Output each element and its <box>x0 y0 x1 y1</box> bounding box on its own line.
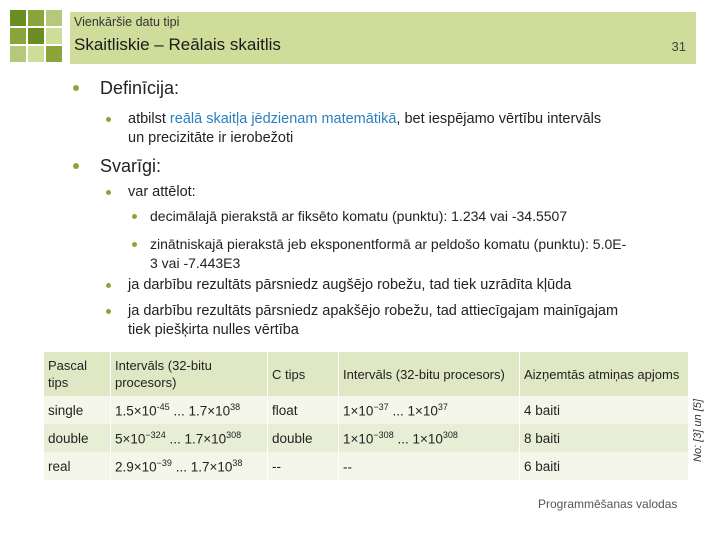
bullet-decimal <box>150 207 567 226</box>
table-cell: -- <box>268 452 339 480</box>
table-cell: 8 baiti <box>520 424 689 452</box>
table-cell: single <box>44 396 111 424</box>
table-header-row <box>44 352 688 396</box>
slide-subtitle: Vienkāršie datu tipi <box>74 15 180 29</box>
important-label: Svarīgi: <box>100 156 162 176</box>
bullet-overflow <box>128 276 571 295</box>
bullet-underflow <box>128 302 688 340</box>
table-cell: $1.5\times 10^{-45}$ ... $1.7\times 10^{38}$ <box>111 396 268 424</box>
table-cell: float <box>268 396 339 424</box>
definition-label: Definīcija: <box>100 78 180 98</box>
bullet-icon <box>132 214 137 219</box>
bullet-important <box>100 156 161 177</box>
types-table <box>44 352 688 480</box>
bullet-icon <box>106 117 111 122</box>
definition-text-pre: atbilst <box>128 111 170 127</box>
table-row <box>44 452 688 480</box>
table-header-cell: Intervāls (32-bitu procesors) <box>339 352 520 396</box>
table-cell: $5\times 10^{-324}$ ... $1.7\times 10^{308}$ <box>111 424 268 452</box>
bullet-definition <box>100 78 179 99</box>
underflow-line2: tiek piešķirta nulles vērtība <box>128 322 299 338</box>
table-cell: double <box>44 424 111 452</box>
underflow-line1: ja darbību rezultāts pārsniedz apakšējo robežu, tad attiecīgajam mainīgajam <box>128 303 619 319</box>
table-row <box>44 424 688 452</box>
bullet-icon <box>106 309 111 314</box>
slide-title: Skaitliskie – Reālais skaitlis <box>74 35 281 54</box>
decimal-notation-text: decimālajā pierakstā ar fiksēto komatu (punktu): 1.234 vai -34.5507 <box>150 208 568 224</box>
table-cell: double <box>268 424 339 452</box>
bullet-icon <box>132 242 137 247</box>
slide-number: 31 <box>671 39 686 54</box>
side-source-note: No: [3] un [5] <box>692 399 704 462</box>
table-row <box>44 396 688 424</box>
table-cell: real <box>44 452 111 480</box>
table-header-cell: Intervāls (32-bitu procesors) <box>111 352 268 396</box>
definition-highlight: reālā skaitļa jēdzienam matemātikā <box>169 111 397 127</box>
definition-text-line2: un precizitāte ir ierobežoti <box>128 130 294 146</box>
bullet-icon <box>106 283 111 288</box>
definition-text-post: , bet iespējamo vērtību intervāls <box>396 111 602 127</box>
table-header-cell: Pascal tips <box>44 352 111 396</box>
table-cell: $1\times 10^{-37}$ ... $1\times 10^{37}$ <box>339 396 520 424</box>
table-cell: $2.9\times 10^{-39}$ ... $1.7\times 10^{38}$ <box>111 452 268 480</box>
bullet-icon <box>106 190 111 195</box>
slide-header <box>70 12 696 64</box>
bullet-scientific <box>150 235 690 273</box>
scientific-line2: 3 vai -7.443E3 <box>150 255 241 271</box>
can-represent-text: var attēlot: <box>128 184 196 200</box>
table-header-cell: C tips <box>268 352 339 396</box>
table-header-cell: Aizņemtās atmiņas apjoms <box>520 352 689 396</box>
table-cell: 6 baiti <box>520 452 689 480</box>
bullet-can-represent <box>128 183 196 202</box>
overflow-text: ja darbību rezultāts pārsniedz augšējo robežu, tad tiek uzrādīta kļūda <box>128 277 572 293</box>
table-cell: -- <box>339 452 520 480</box>
table-cell: 4 baiti <box>520 396 689 424</box>
table-cell: $1\times 10^{-308}$ ... $1\times 10^{308}$ <box>339 424 520 452</box>
logo-squares <box>10 10 66 66</box>
footer-text: Programmēšanas valodas <box>538 497 678 511</box>
bullet-definition-text <box>128 110 688 148</box>
bullet-icon <box>73 163 79 169</box>
scientific-line1: zinātniskajā pierakstā jeb eksponentformā ar peldošo komatu (punktu): 5.0E- <box>150 236 627 252</box>
bullet-icon <box>73 85 79 91</box>
